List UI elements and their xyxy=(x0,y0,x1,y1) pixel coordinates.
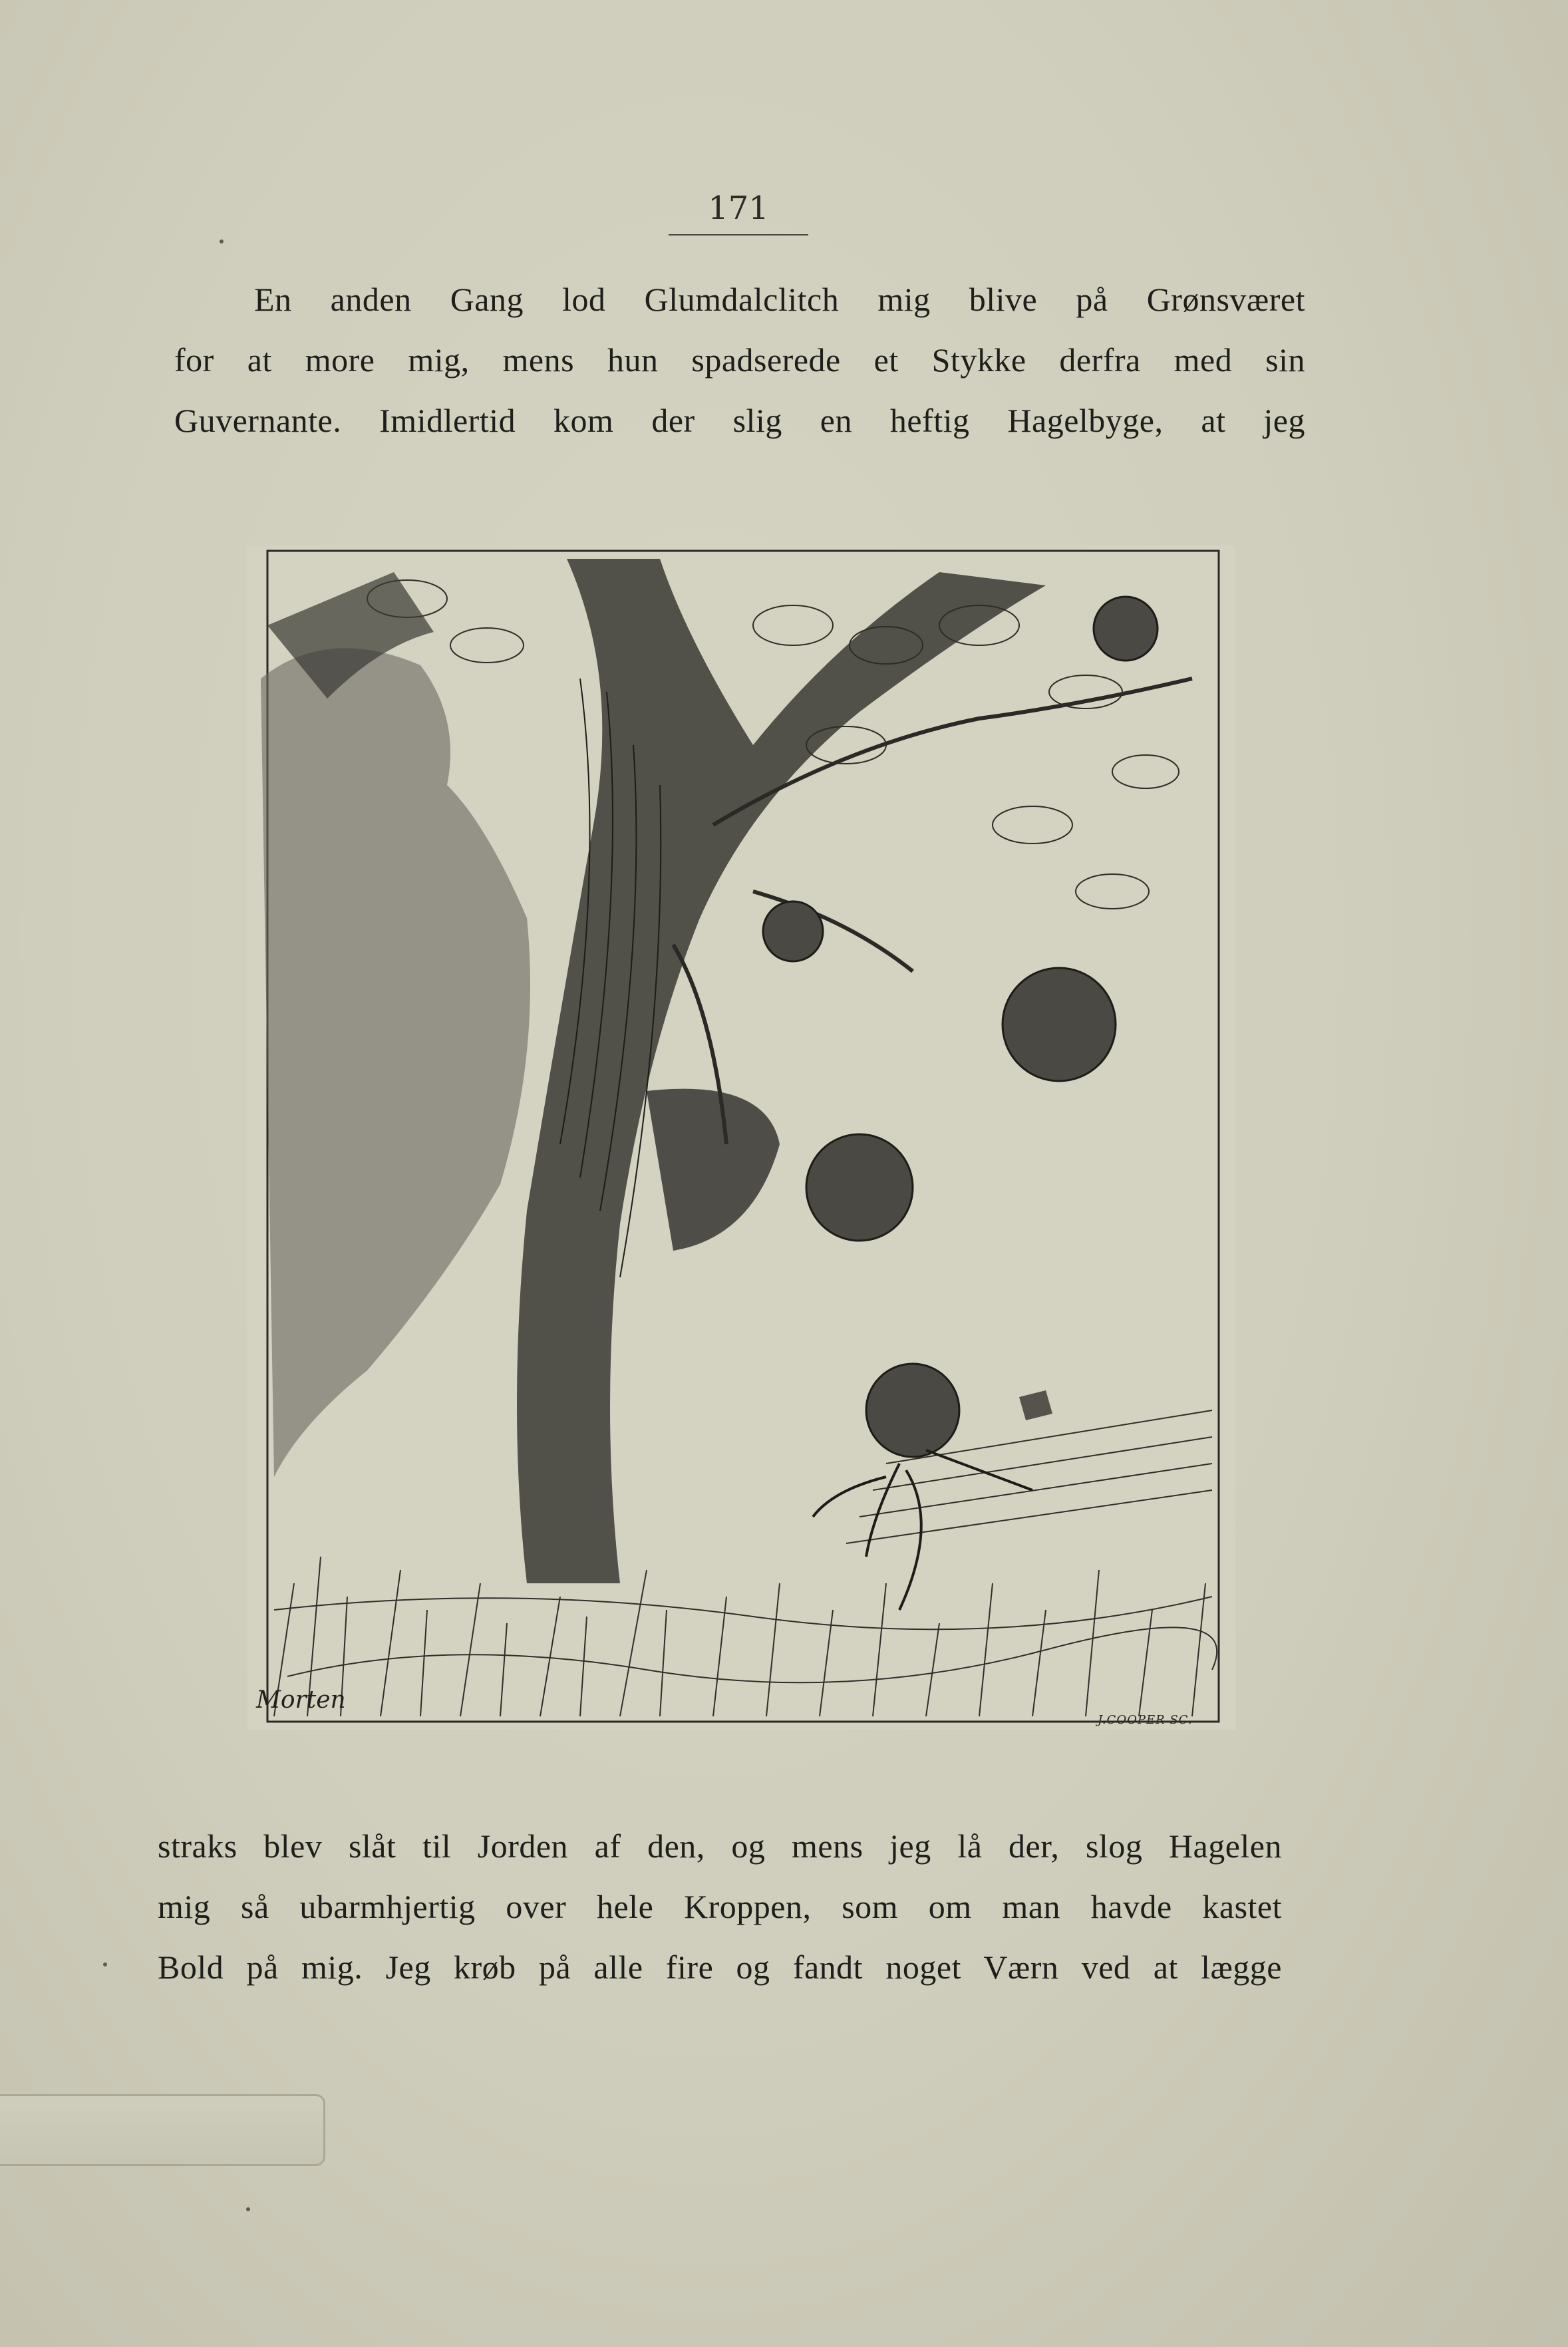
text-line: mig så ubarmhjertig over hele Kroppen, som om man havde kastet xyxy=(158,1888,1282,1925)
giant-knee xyxy=(647,1089,780,1251)
paper-speck xyxy=(220,239,224,243)
text-line: En anden Gang lod Glumdalclitch mig blive på Grønsværet xyxy=(254,281,1305,318)
engraving-drawing xyxy=(247,546,1235,1730)
jester-figure xyxy=(261,648,530,1477)
text-line: for at more mig, mens hun spadserede et Stykke derfra med sin xyxy=(174,341,1305,379)
page-number: 171 xyxy=(708,190,769,227)
page-number-rule xyxy=(669,234,808,235)
scan-tab-mark xyxy=(0,2094,325,2166)
paper-speck xyxy=(103,1962,107,1966)
tree-trunk xyxy=(517,559,1046,1583)
text-line: Bold på mig. Jeg krøb på alle fire og fandt noget Værn ved at lægge xyxy=(158,1949,1282,1986)
paper-speck xyxy=(246,2207,250,2211)
engraver-signature: J.COOPER SC. xyxy=(1098,1713,1193,1727)
thimble xyxy=(1019,1390,1052,1420)
grass-hatching xyxy=(274,1410,1217,1716)
text-line: straks blev slåt til Jorden af den, og mens jeg lå der, slog Hagelen xyxy=(158,1827,1282,1865)
engraving-illustration xyxy=(247,546,1235,1730)
text-line: Guvernante. Imidlertid kom der slig en heftig Hagelbyge, at jeg xyxy=(174,402,1305,439)
artist-signature: Morten xyxy=(256,1686,346,1714)
paragraph-top xyxy=(174,269,1305,451)
small-running-figure xyxy=(813,1450,1032,1610)
paragraph-bottom xyxy=(158,1816,1282,1998)
